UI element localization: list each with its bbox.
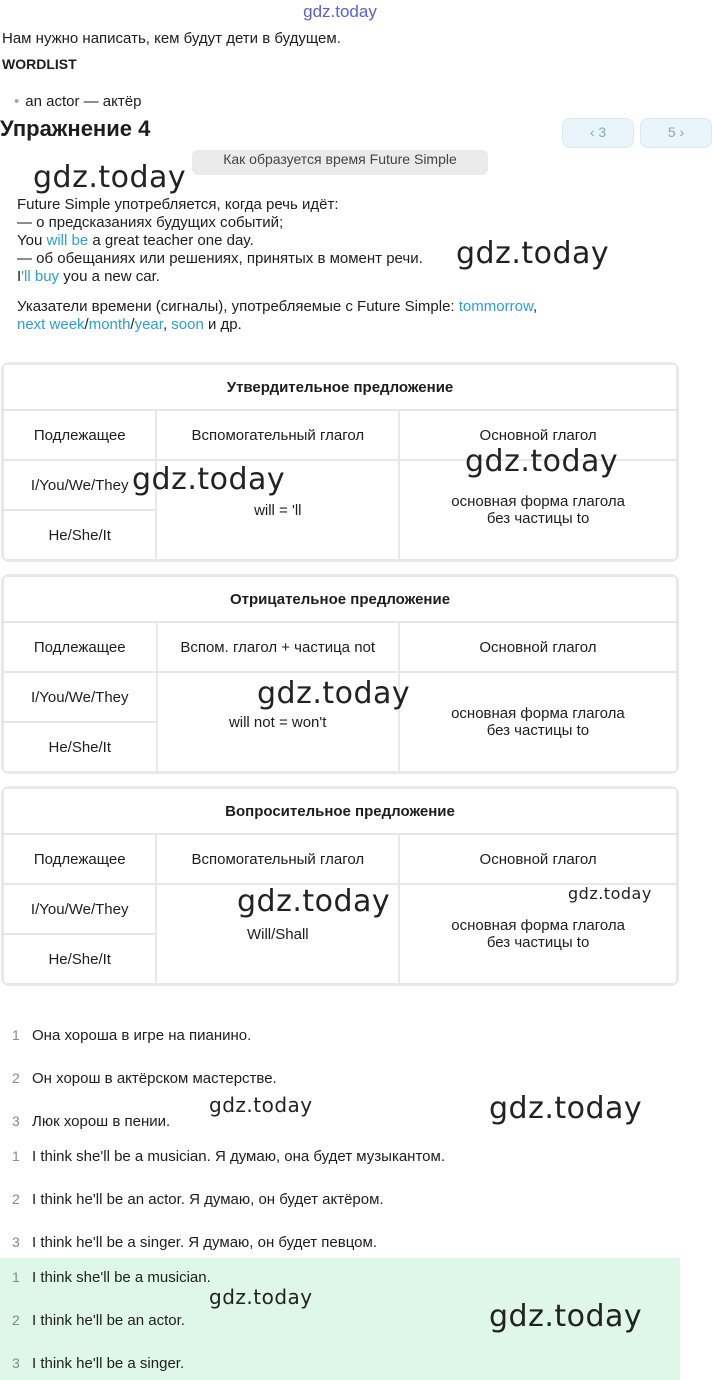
- rule-text: [17, 196, 423, 286]
- subject-cell: I/You/We/They: [3, 884, 156, 934]
- watermark: gdz.today: [209, 1285, 313, 1309]
- watermark: gdz.today: [456, 236, 610, 271]
- signal-word: year: [134, 316, 163, 333]
- highlight: 'll buy: [21, 268, 60, 285]
- watermark: gdz.today: [209, 1093, 313, 1117]
- watermark: gdz.today: [132, 462, 286, 497]
- subject-cell: He/She/It: [3, 510, 156, 560]
- rule-pill: Как образуется время Future Simple: [192, 150, 488, 175]
- bullet-icon: •: [14, 93, 20, 110]
- watermark: gdz.today: [465, 444, 619, 479]
- aux-cell: Will/Shall: [156, 884, 399, 984]
- watermark: gdz.today: [489, 1091, 643, 1126]
- exercise-title: Упражнение 4: [0, 116, 151, 141]
- subject-cell: I/You/We/They: [3, 460, 156, 510]
- highlight: will be: [46, 232, 89, 249]
- subject-cell: He/She/It: [3, 934, 156, 984]
- column-header: Подлежащее: [3, 622, 157, 672]
- aux-cell: will = 'll: [156, 460, 399, 560]
- table-title: Утвердительное предложение: [3, 364, 677, 410]
- rule-example: You will be a great teacher one day.: [17, 232, 254, 249]
- column-header: Подлежащее: [3, 834, 156, 884]
- prev-exercise-button[interactable]: ‹ 3: [562, 118, 634, 148]
- signal-word: soon: [171, 316, 204, 333]
- column-header: Вспомогательный глагол: [156, 410, 399, 460]
- signal-words: Указатели времени (сигналы), употребляемые с Future Simple: tommorrow, next week/month/year, soon и др.: [17, 298, 538, 333]
- main-verb-cell: основная форма глагола без частицы to: [399, 884, 677, 984]
- column-header: Основной глагол: [399, 622, 677, 672]
- rule-example: I'll buy you a new car.: [17, 268, 160, 285]
- wordlist-item: [14, 93, 141, 110]
- wordlist-item-text: an actor — актёр: [25, 93, 142, 110]
- rule-line: — о предсказаниях будущих событий;: [17, 214, 284, 231]
- main-verb-cell: основная форма глагола без частицы to: [399, 672, 677, 772]
- watermark: gdz.today: [568, 884, 652, 903]
- aux-cell: will not = won't: [157, 672, 399, 772]
- column-header: Подлежащее: [3, 410, 156, 460]
- column-header: Вспом. глагол + частица not: [157, 622, 399, 672]
- subject-cell: I/You/We/They: [3, 672, 157, 722]
- signal-word: tommorrow: [458, 298, 533, 315]
- watermark: gdz.today: [257, 676, 411, 711]
- next-exercise-button[interactable]: 5 ›: [640, 118, 712, 148]
- table-title: Отрицательное предложение: [3, 576, 677, 622]
- signal-word: next week: [17, 316, 85, 333]
- main-verb-cell: основная форма глагола без частицы to: [399, 460, 677, 560]
- intro-text: Нам нужно написать, кем будут дети в будущем.: [2, 30, 341, 47]
- subject-cell: He/She/It: [3, 722, 157, 772]
- negative-table: [1, 574, 679, 774]
- site-link[interactable]: gdz.today: [303, 2, 377, 21]
- rule-line: — об обещаниях или решениях, принятых в момент речи.: [17, 250, 423, 267]
- column-header: Основной глагол: [399, 410, 677, 460]
- watermark: gdz.today: [33, 160, 187, 195]
- column-header: Основной глагол: [399, 834, 677, 884]
- watermark: gdz.today: [237, 884, 391, 919]
- column-header: Вспомогательный глагол: [156, 834, 399, 884]
- signal-word: month: [88, 316, 131, 333]
- wordlist-title: WORDLIST: [2, 56, 77, 72]
- watermark: gdz.today: [489, 1299, 643, 1334]
- table-title: Вопросительное предложение: [3, 788, 677, 834]
- rule-line: Future Simple употребляется, когда речь идёт:: [17, 196, 339, 213]
